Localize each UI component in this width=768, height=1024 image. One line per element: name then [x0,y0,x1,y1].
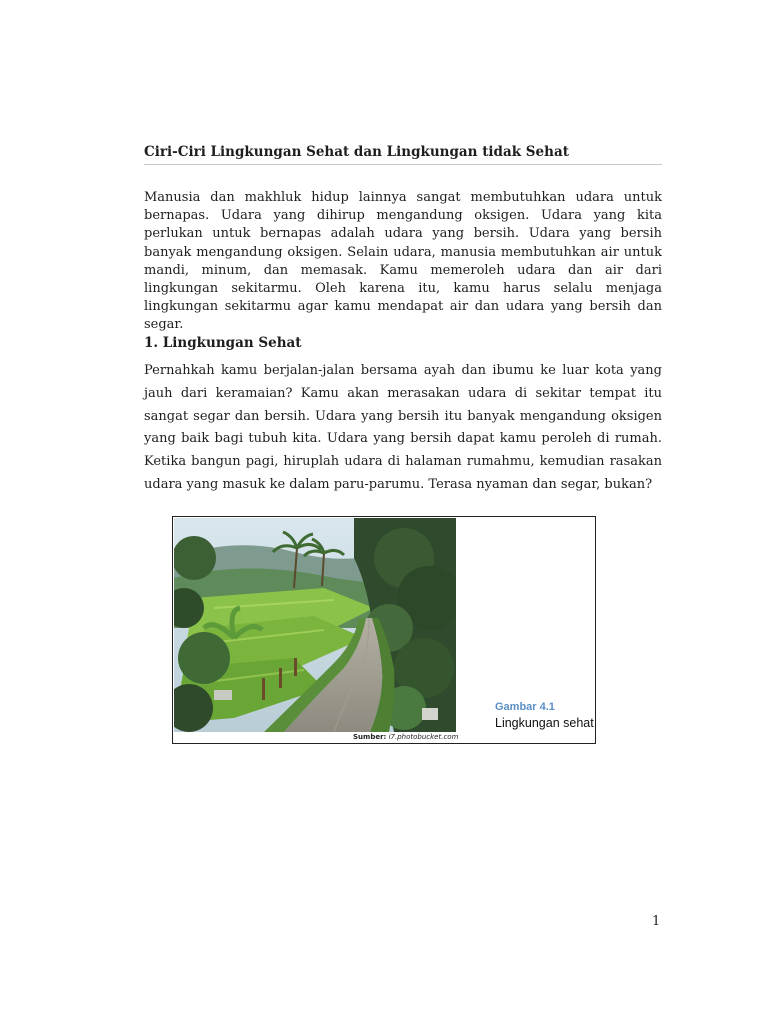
section-paragraph: Pernahkah kamu berjalan-jalan bersama ayah dan ibumu ke luar kota yang jauh dari keramaian? Kamu akan merasakan udara di sekitar tempat itu sangat segar dan bersih. Udara yang bersih itu banyak mengandung oksigen yang baik bagi tubuh kita. Udara yang bersih dapat kamu peroleh di rumah. Ketika bangun pagi, hiruplah udara di halaman rumahmu, kemudian rasakan udara yang masuk ke dalam paru-parumu. Terasa nyaman dan segar, bukan? [144,363,662,492]
intro-paragraph: Manusia dan makhluk hidup lainnya sangat membutuhkan udara untuk bernapas. Udara yang dihirup mengandung oksigen. Udara yang kita perlukan untuk bernapas adalah udara yang bersih. Udara yang bersih banyak mengandung oksigen. Selain udara, manusia membutuhkan air untuk mandi, minum, dan memasak. Kamu memeroleh udara dan air dari lingkungan sekitarmu. Oleh karena itu, kamu harus selalu menjaga lingkungan sekitarmu agar kamu mendapat air dan udara yang bersih dan segar. [144,190,662,333]
source-label: Sumber: [353,733,387,741]
landscape-photo [174,518,456,732]
photo-source [353,733,458,741]
figure-label: Gambar 4.1 [495,701,555,713]
heading-divider [144,164,662,165]
document-heading: Ciri-Ciri Lingkungan Sehat dan Lingkungan tidak Sehat [144,144,569,160]
section-title: 1. Lingkungan Sehat [144,335,302,351]
source-value: i7.photobucket.com [388,733,459,741]
figure-box [172,516,596,744]
page-number: 1 [652,914,661,929]
figure-caption: Lingkungan sehat [495,716,594,730]
